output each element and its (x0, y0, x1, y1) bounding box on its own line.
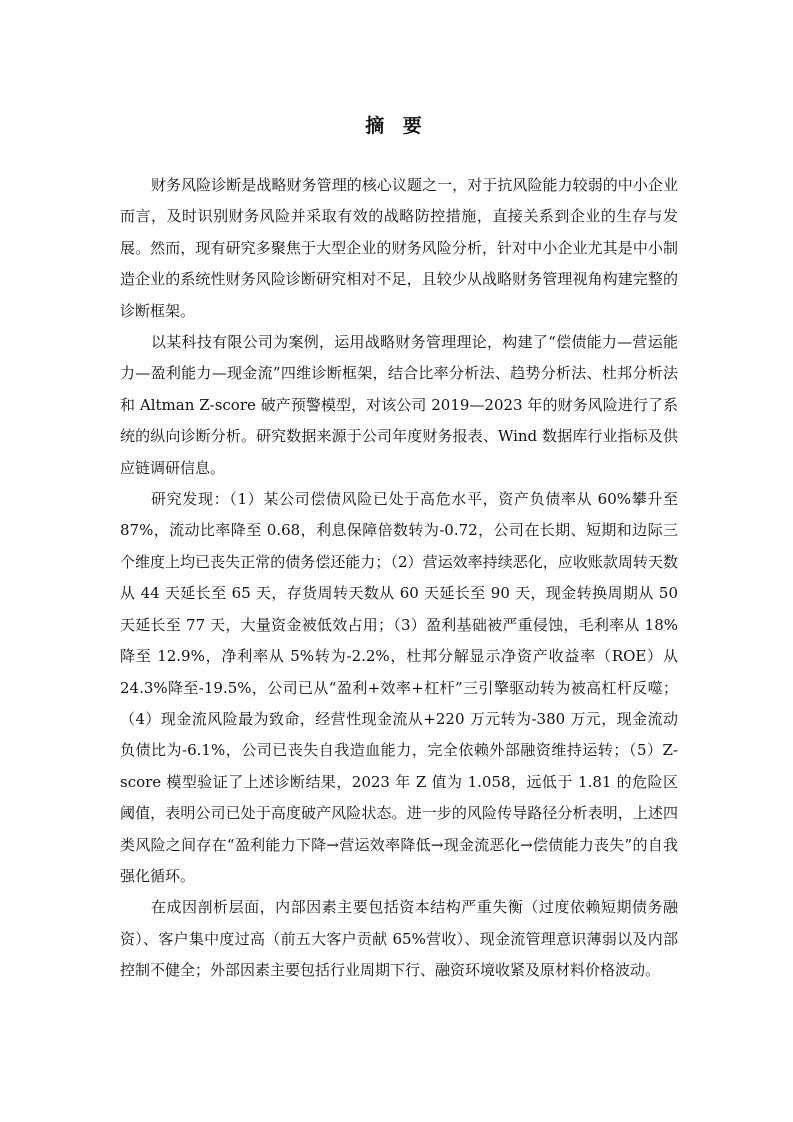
abstract-paragraph-1: 财务风险诊断是战略财务管理的核心议题之一，对于抗风险能力较弱的中小企业而言，及时识别财务风险并采取有效的战略防控措施，直接关系到企业的生存与发展。然而，现有研究多聚焦于大型企业的财务风险分析，针对中小企业尤其是中小制造企业的系统性财务风险诊断研究相对不足，且较少从战略财务管理视角构建完整的诊断框架。 (120, 176, 678, 320)
abstract-paragraph-3: 研究发现：（1）某公司偿债风险已处于高危水平，资产负债率从 60%攀升至 87%，流动比率降至 0.68，利息保障倍数转为-0.72，公司在长期、短期和边际三个维度上均已丧失正常的债务偿还能力；（2）营运效率持续恶化，应收账款周转天数从 44 天延长至 65 天，存货周转天数从 60 天延长至 90 天，现金转换周期从 50 天延长至 77 天，大量资金被低效占用；（3）盈利基础被严重侵蚀，毛利率从 18%降至 12.9%，净利率从 5%转为-2.2%，杜邦分解显示净资产收益率（ROE）从 24.3%降至-19.5%，公司已从“盈利+效率+杠杆”三引擎驱动转为被高杠杆反噬；（4）现金流风险最为致命，经营性现金流从+220 万元转为-380 万元，现金流动负债比为-6.1%，公司已丧失自我造血能力，完全依赖外部融资维持运转；（5）Z-score 模型验证了上述诊断结果，2023 年 Z 值为 1.058，远低于 1.81 的危险区阈值，表明公司已处于高度破产风险状态。进一步的风险传导路径分析表明，上述四类风险之间存在“盈利能力下降→营运效率降低→现金流恶化→偿债能力丧失”的自我强化循环。 (120, 490, 678, 885)
abstract-title: 摘 要 (365, 115, 428, 137)
abstract-body (120, 170, 678, 987)
abstract-paragraph-2: 以某科技有限公司为案例，运用战略财务管理理论，构建了“偿债能力—营运能力—盈利能力—现金流”四维诊断框架，结合比率分析法、趋势分析法、杜邦分析法和 Altman Z-score 破产预警模型，对该公司 2019—2023 年的财务风险进行了系统的纵向诊断分析。研究数据来源于公司年度财务报表、Wind 数据库行业指标及供应链调研信息。 (120, 333, 678, 477)
abstract-paragraph-4: 在成因剖析层面，内部因素主要包括资本结构严重失衡（过度依赖短期债务融资）、客户集中度过高（前五大客户贡献 65%营收）、现金流管理意识薄弱以及内部控制不健全；外部因素主要包括行业周期下行、融资环境收紧及原材料价格波动。 (120, 898, 678, 980)
